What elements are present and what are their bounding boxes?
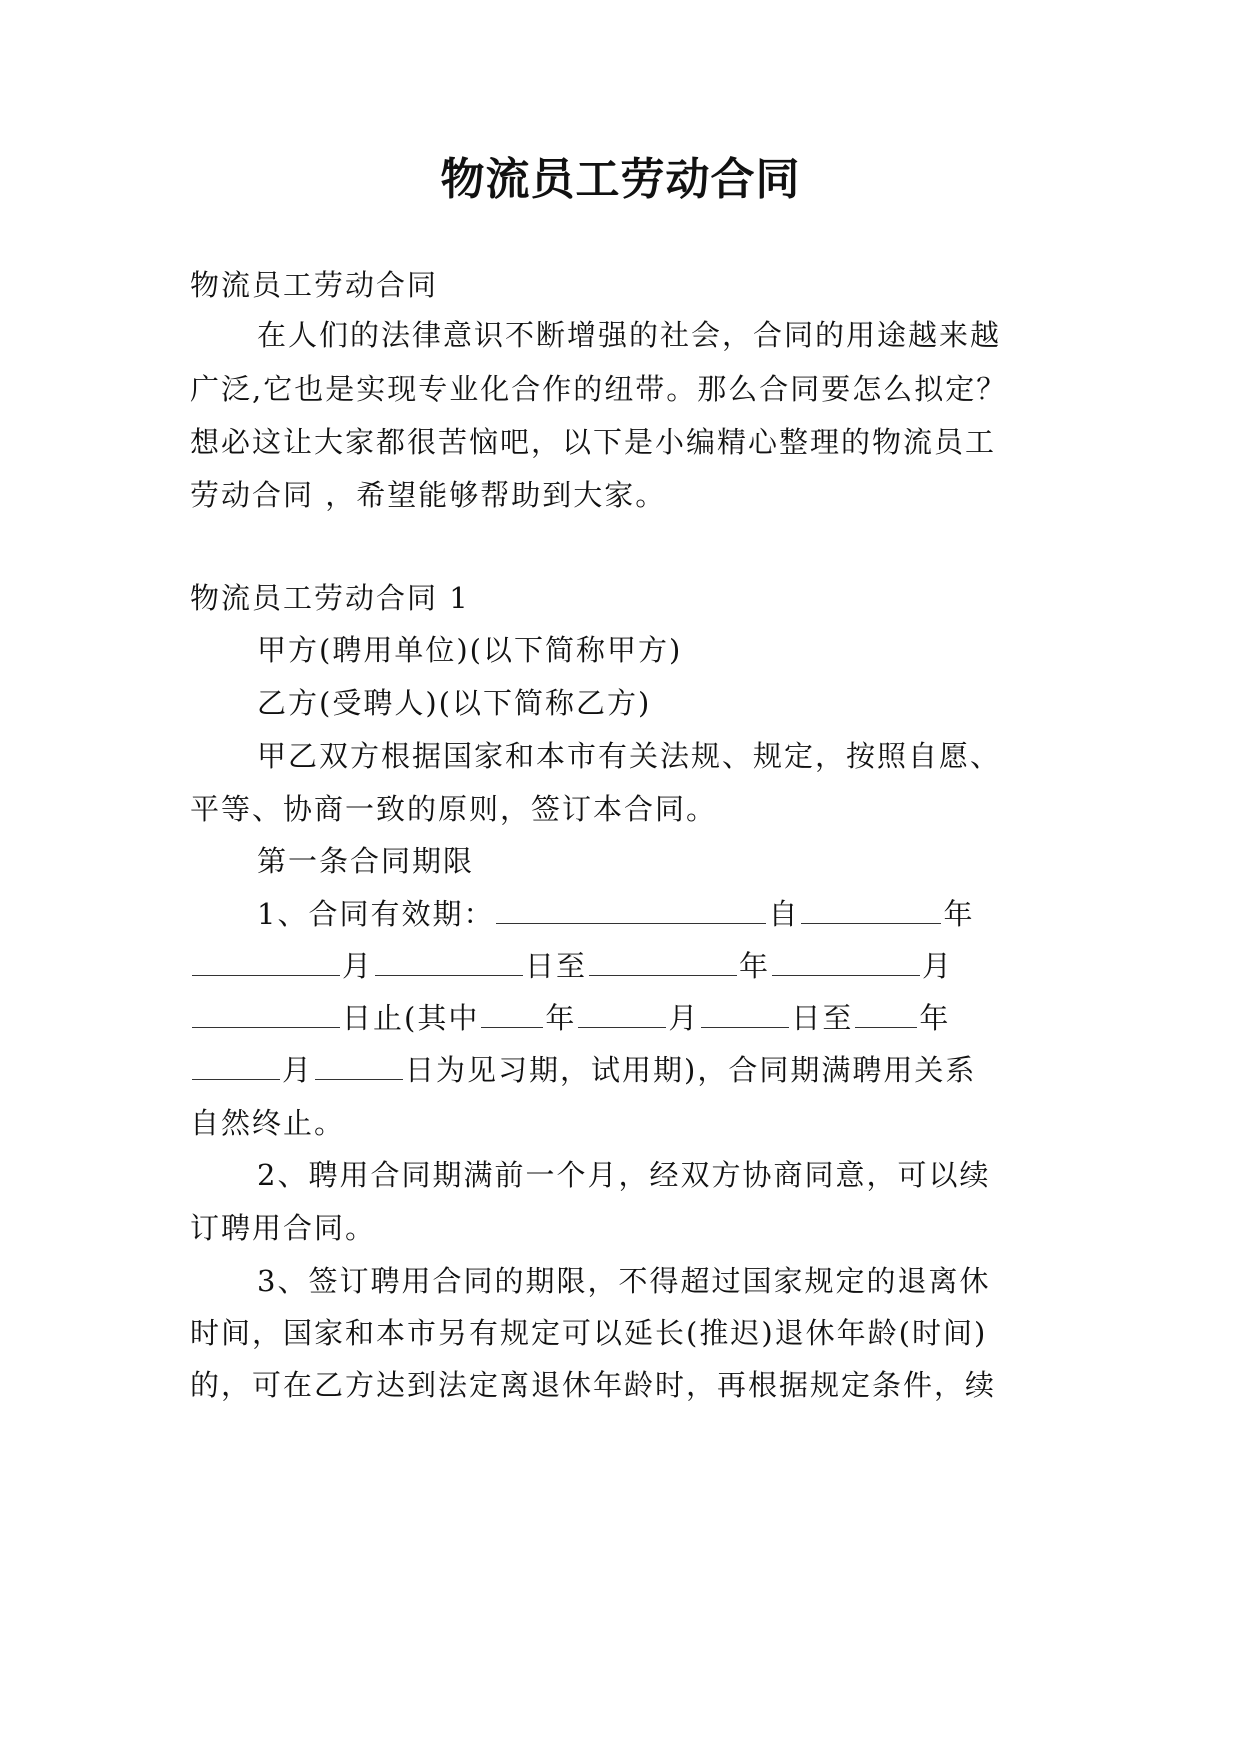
intro-line-3: 想必这让大家都很苦恼吧，以下是小编精心整理的物流员工 <box>190 425 997 459</box>
section-heading: 物流员工劳动合同 1 <box>190 581 470 615</box>
blank-field[interactable] <box>315 1053 403 1080</box>
party-b-line: 乙方(受聘人)(以下简称乙方) <box>257 686 652 720</box>
term-text: 日至 <box>525 949 588 983</box>
term-text: 年 <box>545 1001 577 1035</box>
clause-3-line-1: 3、签订聘用合同的期限，不得超过国家规定的退离休 <box>257 1264 991 1298</box>
blank-field[interactable] <box>772 949 920 976</box>
term-text: 日为见习期，试用期)，合同期满聘用关系 <box>405 1053 977 1087</box>
document-title: 物流员工劳动合同 <box>440 154 801 205</box>
term-text: 月 <box>668 1001 700 1035</box>
clause-intro-line-1: 甲乙双方根据国家和本市有关法规、规定，按照自愿、 <box>257 739 1002 773</box>
term-text: 月 <box>342 949 374 983</box>
blank-field[interactable] <box>589 949 737 976</box>
term-text: 日止(其中 <box>342 1001 480 1035</box>
term-text: 年 <box>919 1001 951 1035</box>
blank-field[interactable] <box>192 949 340 976</box>
blank-field[interactable] <box>192 1001 340 1028</box>
blank-field[interactable] <box>855 1001 917 1028</box>
term-text: 月 <box>922 949 954 983</box>
blank-field[interactable] <box>701 1001 789 1028</box>
blank-field[interactable] <box>192 1053 280 1080</box>
intro-line-2: 广泛,它也是实现专业化合作的纽带。那么合同要怎么拟定？ <box>190 372 1008 406</box>
clause-3-line-2: 时间，国家和本市另有规定可以延长(推迟)退休年龄(时间) <box>190 1316 988 1350</box>
article-1-heading: 第一条合同期限 <box>257 844 475 878</box>
term-line-5: 自然终止。 <box>190 1106 346 1140</box>
term-line-4 <box>190 1050 1060 1090</box>
clause-intro-line-2: 平等、协商一致的原则，签订本合同。 <box>190 792 718 826</box>
blank-field[interactable] <box>375 949 523 976</box>
clause-3-line-3: 的，可在乙方达到法定离退休年龄时，再根据规定条件，续 <box>190 1368 997 1402</box>
blank-field[interactable] <box>578 1001 666 1028</box>
term-label: 1、合同有效期： <box>257 897 495 931</box>
term-text: 日至 <box>791 1001 854 1035</box>
term-line-2 <box>190 946 1060 986</box>
term-line-3 <box>190 998 1060 1038</box>
intro-line-1: 在人们的法律意识不断增强的社会，合同的用途越来越 <box>257 318 1002 352</box>
term-text: 年 <box>739 949 771 983</box>
term-line-1 <box>257 894 1060 934</box>
clause-2-line-2: 订聘用合同。 <box>190 1211 377 1245</box>
term-text: 年 <box>943 897 975 931</box>
term-text: 自 <box>768 897 800 931</box>
clause-2-line-1: 2、聘用合同期满前一个月，经双方协商同意，可以续 <box>257 1158 991 1192</box>
blank-field[interactable] <box>481 1001 543 1028</box>
party-a-line: 甲方(聘用单位)(以下简称甲方) <box>257 633 683 667</box>
heading-line: 物流员工劳动合同 <box>190 268 439 302</box>
blank-field[interactable] <box>496 897 766 924</box>
blank-field[interactable] <box>801 897 941 924</box>
term-text: 月 <box>282 1053 314 1087</box>
intro-line-4: 劳动合同 ，希望能够帮助到大家。 <box>190 478 667 512</box>
